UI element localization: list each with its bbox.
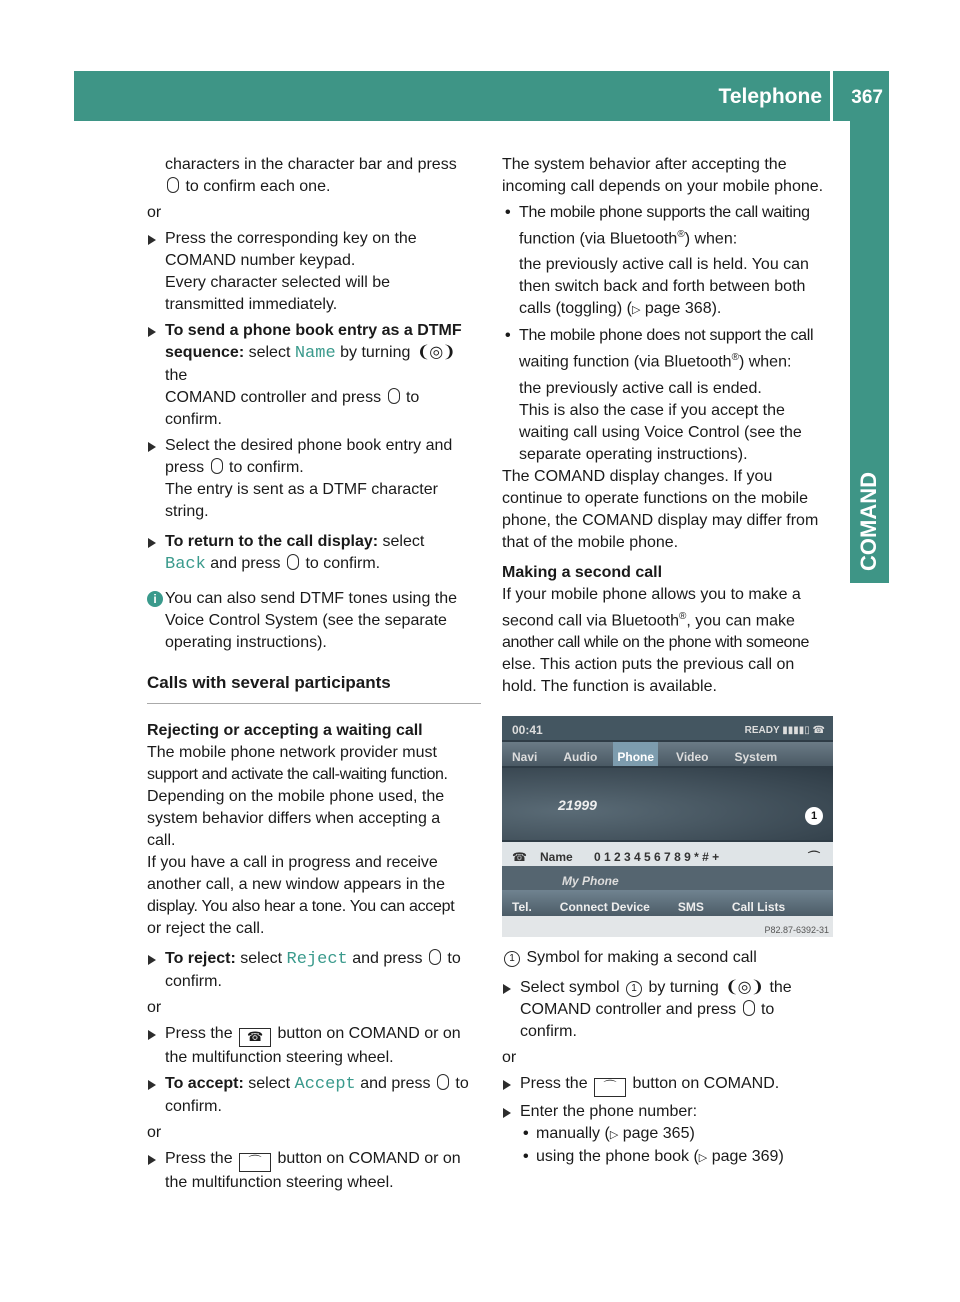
list-item: • The mobile phone supports the call waiting function (via Bluetooth®) when: the previously active call is held. You can then switch back and forth between both calls (toggling) (▷ page 368).	[502, 202, 835, 321]
screen-time: 00:41	[512, 722, 543, 737]
step-item: Press the ☎ button on COMAND or on the multifunction steering wheel.	[147, 1023, 481, 1069]
step-item: Press the ⌒ button on COMAND.	[502, 1073, 835, 1097]
code-back: Back	[165, 555, 206, 574]
or-text: or	[147, 204, 162, 221]
text-line: characters in the character bar and press	[165, 156, 457, 173]
or-text: or	[147, 1124, 162, 1141]
screen-phone-row	[502, 866, 833, 890]
header-divider	[830, 71, 833, 121]
turn-controller-icon: ❨◎❩	[416, 344, 455, 361]
screen-key-name: Name	[540, 849, 573, 864]
step-item: Select the desired phone book entry and press to confirm. The entry is sent as a DTMF character string.	[147, 435, 481, 523]
left-column	[147, 154, 481, 1194]
screen-number: 21999	[558, 796, 597, 813]
list-item: • The mobile phone does not support the call waiting function (via Bluetooth®) when: the previously active call is ended. This is also the case if you accept the waiting call using Voice Control (see the separate operating instructions).	[502, 325, 835, 465]
caption: 1 Symbol for making a second call	[502, 947, 835, 969]
screen-phone-name: My Phone	[562, 873, 619, 888]
paragraph: If you have a call in progress and receive another call, a new window appears in the display. You also hear a tone. You can accept or reject the call.	[147, 854, 455, 937]
menu-phone: Phone	[613, 742, 658, 766]
screen-character-bar	[502, 842, 833, 866]
page-number: 367	[851, 87, 883, 108]
list-item: • using the phone book (▷ page 369)	[502, 1146, 835, 1169]
bottom-connect: Connect Device	[559, 899, 650, 914]
screen-menu	[502, 742, 833, 766]
bottom-tel: Tel.	[512, 899, 532, 914]
bottom-sms: SMS	[677, 899, 704, 914]
info-icon: i	[147, 591, 163, 607]
page-ref-arrow-icon: ▷	[609, 1128, 619, 1141]
press-controller-icon	[743, 1000, 755, 1016]
page-ref-arrow-icon: ▷	[698, 1151, 708, 1164]
code-name: Name	[294, 344, 336, 363]
menu-system: System	[734, 749, 778, 764]
page-ref-arrow-icon: ▷	[631, 304, 641, 317]
screen-bottom-bar	[502, 890, 833, 916]
step-item: To accept: select Accept and press to confirm.	[147, 1073, 481, 1118]
step-item: To send a phone book entry as a DTMF sequence: select Name by turning ❨◎❩ the COMAND controller and press to confirm.	[147, 320, 481, 431]
step-item: Press the corresponding key on the COMAND number keypad. Every character selected will be transmitted immediately.	[147, 228, 481, 316]
press-controller-icon	[388, 388, 400, 404]
paragraph: The COMAND display changes. If you continue to operate functions on the mobile phone, the COMAND display may differ from that of the mobile phone.	[502, 467, 819, 551]
step-item: Select symbol 1 by turning ❨◎❩ the COMAND controller and press to confirm.	[502, 977, 835, 1043]
step-item: Press the ⌒ button on COMAND or on the multifunction steering wheel.	[147, 1148, 481, 1194]
paragraph: The system behavior after accepting the incoming call depends on your mobile phone.	[502, 156, 824, 195]
step-item: To reject: select Reject and press to confirm.	[147, 948, 481, 993]
screen-body	[502, 768, 833, 840]
accept-call-icon: ⌒	[239, 1153, 271, 1172]
press-controller-icon	[437, 1074, 449, 1090]
press-controller-icon	[211, 458, 223, 474]
side-tab-label: COMAND	[856, 472, 881, 571]
step-item: To return to the call display: select Back and press to confirm.	[147, 531, 481, 576]
right-column	[502, 154, 835, 1169]
sub-heading: Rejecting or accepting a waiting call	[147, 722, 423, 739]
callout-number-icon: 1	[626, 981, 642, 997]
header-bar	[74, 71, 889, 121]
hangup-key-icon: ☎	[512, 849, 527, 864]
screen-key-digits: 0 1 2 3 4 5 6 7 8 9 * # +	[594, 849, 720, 864]
sub-heading: Making a second call	[502, 563, 663, 581]
status-bar	[502, 716, 833, 740]
callout-badge: 1	[805, 807, 823, 825]
accept-call-icon: ⌒	[594, 1078, 626, 1097]
section-title: Calls with several participants	[147, 672, 481, 704]
press-controller-icon	[167, 177, 179, 193]
step-item: Enter the phone number:	[502, 1101, 835, 1123]
code-reject: Reject	[286, 950, 348, 969]
text-line: to confirm each one.	[147, 176, 481, 198]
page-title: Telephone	[718, 85, 822, 108]
paragraph: The mobile phone network provider must support and activate the call-waiting function. Depending on the mobile phone used, the system behavior differs when accepting a call.	[147, 744, 448, 849]
comand-screenshot	[502, 716, 833, 937]
image-code: P82.87-6392-31	[764, 924, 829, 935]
paragraph: If your mobile phone allows you to make a second call via Bluetooth®, you can make another call while on the phone with someone else. This action puts the previous call on hold. The function is available.	[502, 585, 810, 695]
side-tab	[850, 121, 889, 583]
turn-controller-icon: ❨◎❩	[725, 978, 763, 996]
callout-number-icon: 1	[504, 951, 520, 967]
second-call-icon: ⌒	[808, 849, 821, 864]
end-call-icon: ☎	[239, 1028, 271, 1047]
image-code-strip	[502, 916, 833, 937]
press-controller-icon	[429, 949, 441, 965]
menu-navi: Navi	[512, 749, 538, 764]
info-note: i You can also send DTMF tones using the Voice Control System (see the separate operating instructions).	[147, 588, 481, 654]
or-text: or	[147, 999, 162, 1016]
menu-video: Video	[676, 749, 709, 764]
bottom-calllists: Call Lists	[731, 899, 786, 914]
list-item: • manually (▷ page 365)	[502, 1123, 835, 1146]
code-accept: Accept	[294, 1075, 356, 1094]
menu-audio: Audio	[563, 749, 598, 764]
or-text: or	[502, 1048, 517, 1066]
press-controller-icon	[287, 554, 299, 570]
screen-status: READY ▮▮▮▮▯ ☎	[744, 724, 825, 736]
